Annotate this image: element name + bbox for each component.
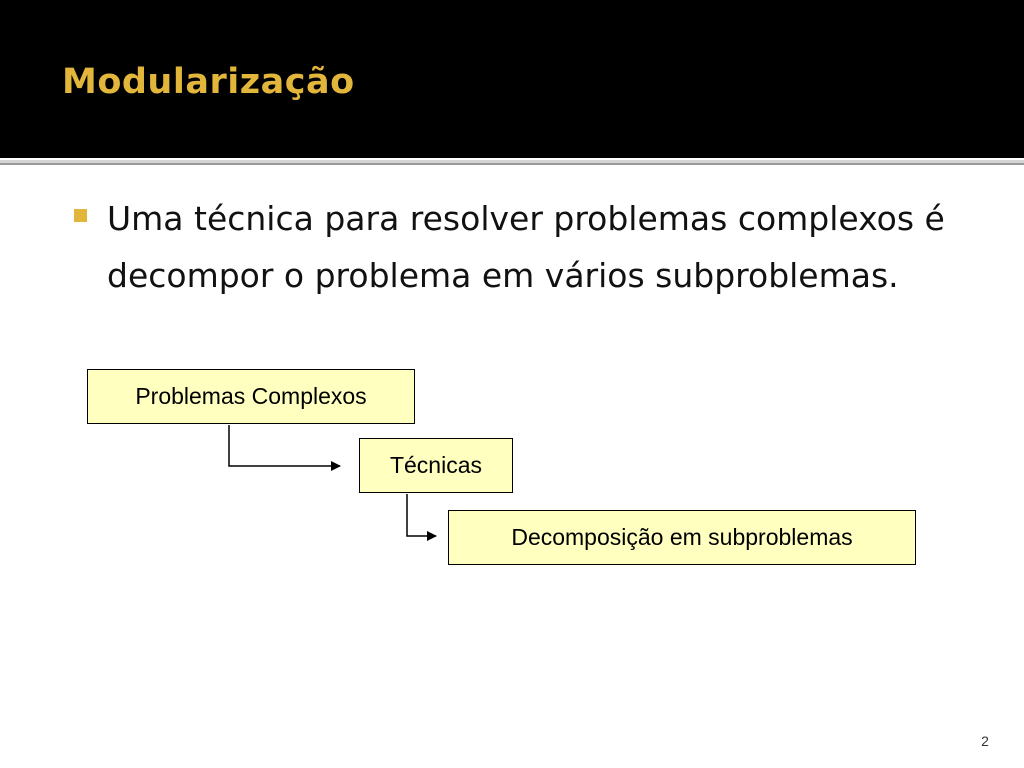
- connector-problemas-to-tecnicas: [229, 425, 340, 466]
- page-number: 2: [981, 733, 989, 749]
- node-decomposicao: Decomposição em subproblemas: [448, 510, 916, 565]
- connector-tecnicas-to-decomposicao: [407, 494, 436, 536]
- slide-title: Modularização: [62, 62, 355, 102]
- node-tecnicas: Técnicas: [359, 438, 513, 493]
- bullet-text: Uma técnica para resolver problemas complexos é decompor o problema em vários subproblemas.: [107, 199, 945, 295]
- node-problemas-complexos: Problemas Complexos: [87, 369, 415, 424]
